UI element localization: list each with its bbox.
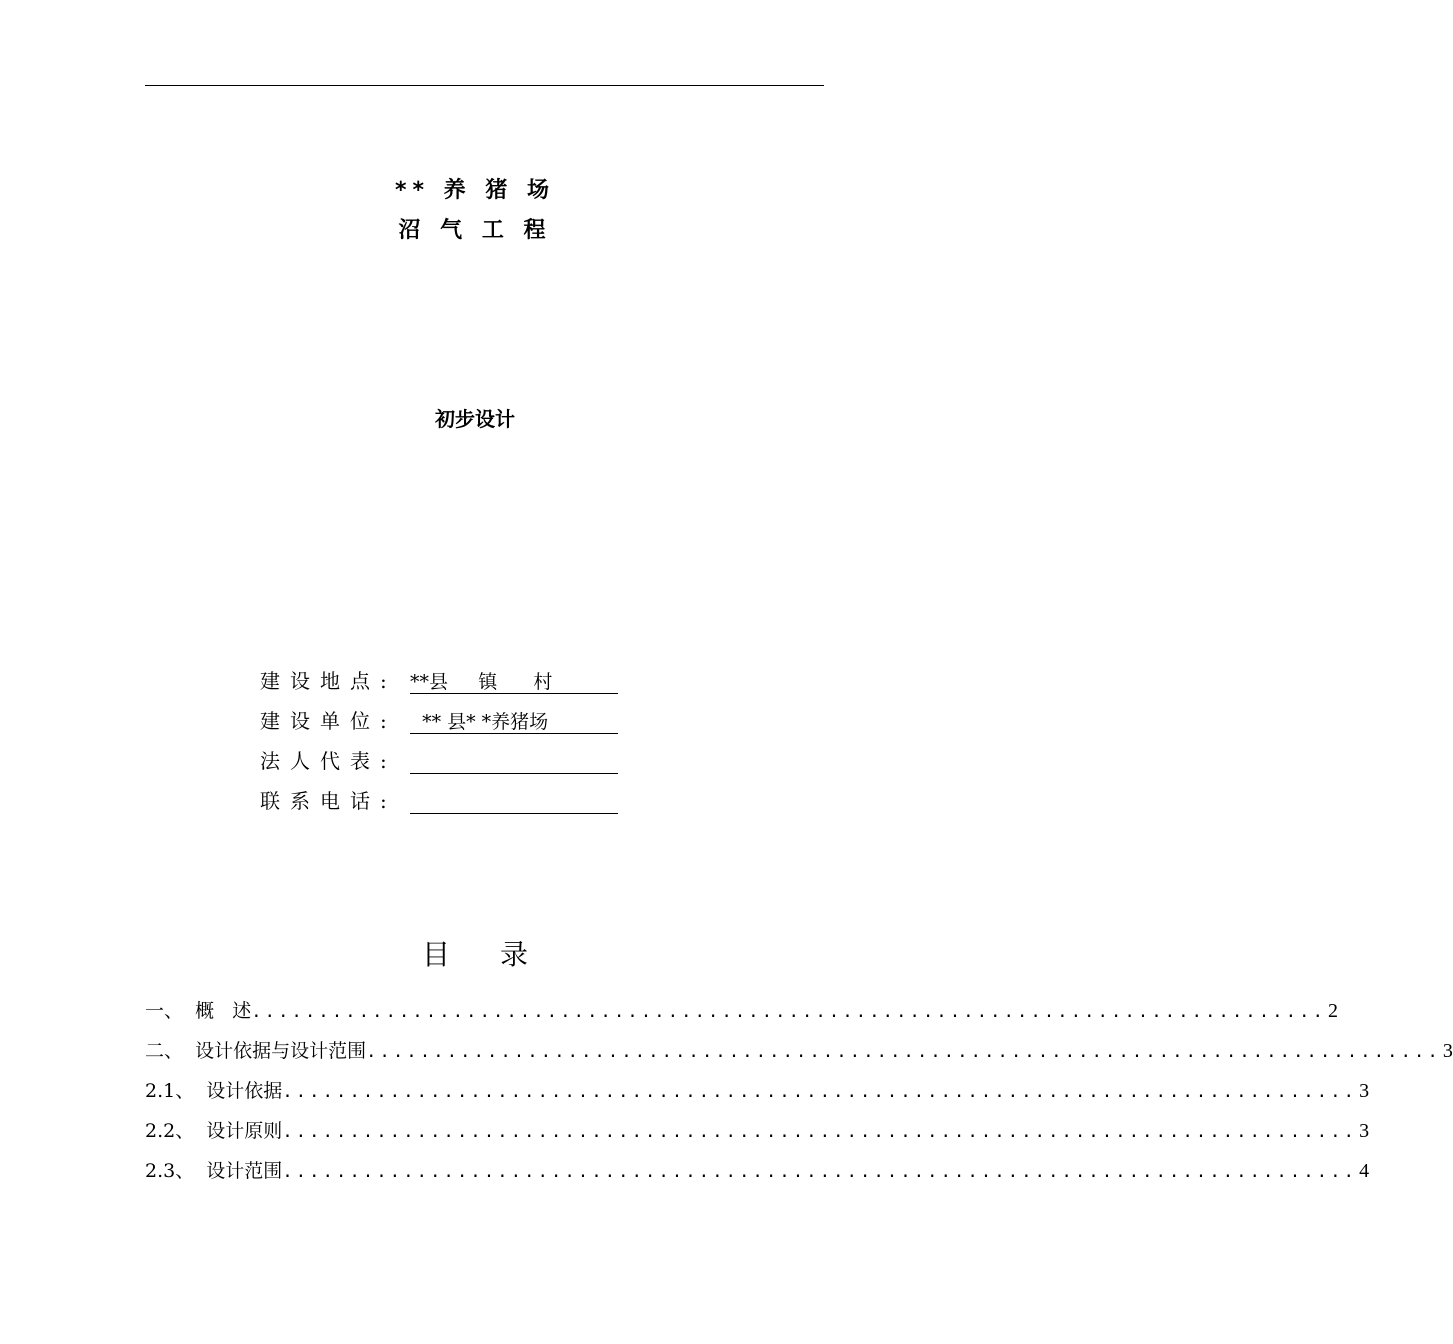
info-row-legal-rep [260, 744, 618, 774]
toc-entry[interactable] [145, 1076, 1370, 1104]
design-stage: 初步设计 [435, 407, 515, 431]
toc-leader: ................................................................................ [282, 1122, 1358, 1142]
toc-leader: ................................................................................ [282, 1082, 1358, 1102]
info-value: **县 镇 村 [410, 667, 618, 694]
toc-entry[interactable] [145, 996, 1339, 1024]
toc-leader: ................................................................................ [282, 1162, 1358, 1182]
project-title: ** 养 猪 场 [395, 178, 555, 203]
toc-page: 4 [1359, 1160, 1370, 1182]
project-subtitle: 沼 气 工 程 [398, 218, 552, 243]
toc-entry[interactable] [145, 1036, 1453, 1064]
info-row-unit [260, 704, 618, 734]
toc-number: 二、 [145, 1040, 196, 1062]
toc-entry[interactable] [145, 1156, 1370, 1184]
info-label: 建设单位: [260, 709, 397, 733]
toc-number: 2.3、 [145, 1160, 207, 1182]
toc-number: 2.2、 [145, 1120, 207, 1142]
info-row-phone [260, 784, 618, 814]
toc-leader: ................................................................................ [251, 1002, 1327, 1022]
toc-leader: ................................................................................ [366, 1042, 1441, 1062]
toc-number: 一、 [145, 1000, 196, 1022]
info-label: 法人代表: [260, 749, 397, 773]
info-value: ** 县* *养猪场 [410, 707, 618, 734]
toc-page: 3 [1359, 1080, 1370, 1102]
toc-text: 设计依据与设计范围 [195, 1040, 367, 1062]
info-row-location [260, 664, 618, 694]
toc-text: 设计范围 [206, 1160, 283, 1182]
toc-title: 目录 [421, 938, 578, 971]
toc-page: 3 [1359, 1120, 1370, 1142]
toc-page: 2 [1328, 1000, 1339, 1022]
info-label: 联系电话: [260, 789, 397, 813]
toc-page: 3 [1442, 1040, 1453, 1062]
info-value [410, 787, 618, 814]
toc-text: 设计依据 [206, 1080, 283, 1102]
header-rule [145, 85, 824, 86]
toc-text: 设计原则 [206, 1120, 283, 1142]
info-value [410, 747, 618, 774]
info-label: 建设地点: [260, 669, 397, 693]
toc-text: 概 述 [195, 1000, 252, 1022]
toc-entry[interactable] [145, 1116, 1370, 1144]
toc-number: 2.1、 [145, 1080, 207, 1102]
